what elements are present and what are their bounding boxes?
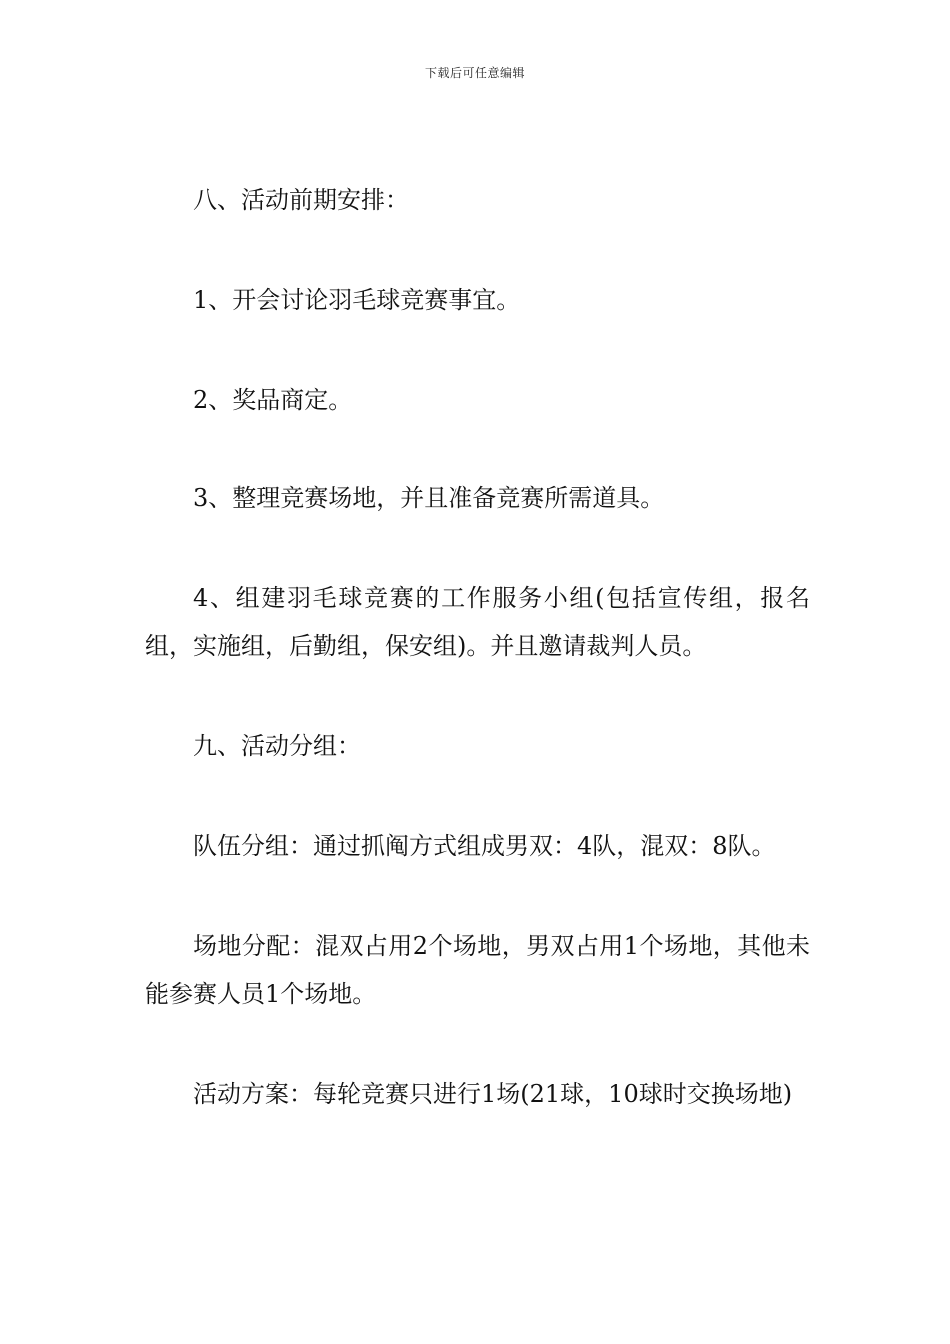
paragraph-venue-allocation: 场地分配：混双占用2个场地，男双占用1个场地，其他未能参赛人员1个场地。 <box>145 932 810 1008</box>
page-header: 下载后可任意编辑 <box>424 66 525 80</box>
list-item-3: 3、整理竞赛场地，并且准备竞赛所需道具。 <box>193 484 665 512</box>
paragraph-activity-plan: 活动方案：每轮竞赛只进行1场(21球，10球时交换场地) <box>193 1080 793 1108</box>
section-heading-8: 八、活动前期安排： <box>193 186 409 214</box>
section-heading-9: 九、活动分组： <box>193 732 361 760</box>
paragraph-team-grouping: 队伍分组：通过抓阄方式组成男双：4队，混双：8队。 <box>193 832 776 860</box>
list-item-1: 1、开会讨论羽毛球竞赛事宜。 <box>193 286 521 314</box>
list-item-2: 2、奖品商定。 <box>193 386 353 414</box>
list-item-4: 4、组建羽毛球竞赛的工作服务小组(包括宣传组，报名组，实施组，后勤组，保安组)。并且邀请裁判人员。 <box>145 584 810 660</box>
